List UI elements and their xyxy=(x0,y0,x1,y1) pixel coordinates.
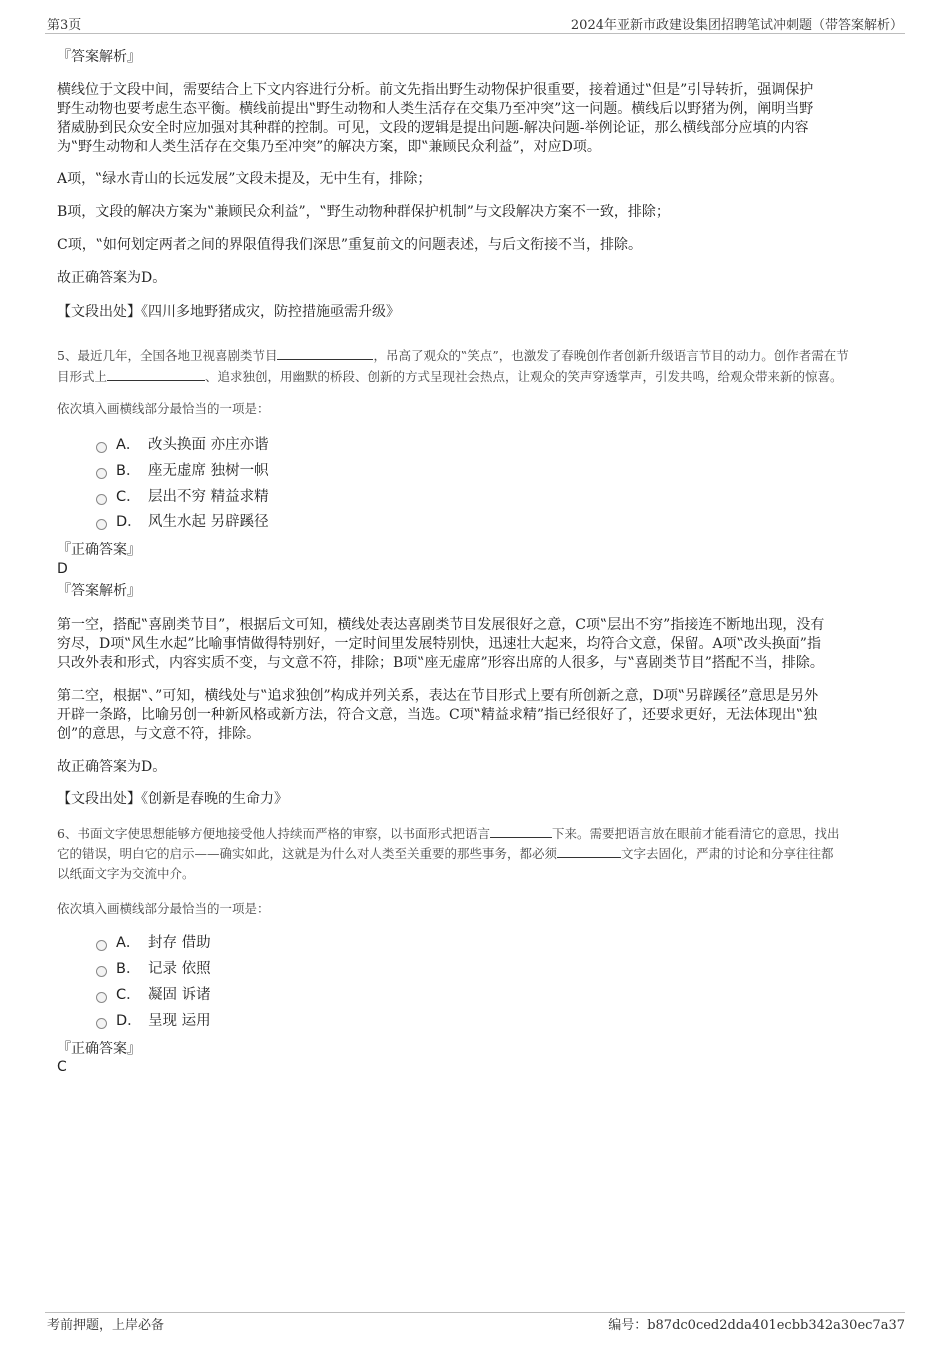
question-5-option-c[interactable] xyxy=(96,487,269,507)
analysis-paragraph-line: 创”的意思，与文意不符，排除。 xyxy=(57,726,261,742)
question-5-stem-line xyxy=(57,346,899,366)
option-letter: D． xyxy=(116,514,142,530)
footer-slogan: 考前押题，上岸必备 xyxy=(47,1318,165,1333)
correct-answer: D xyxy=(57,561,68,577)
analysis-paragraph-line: 开辟一条路，比喻另创一种新风格或新方法，符合文意，当选。C项‟精益求精”指已经很好了，还要求更好，无法体现出‟独 xyxy=(57,707,818,723)
option-text: 呈现 运用 xyxy=(148,1013,211,1029)
question-5-option-a[interactable] xyxy=(96,435,269,455)
option-letter: C． xyxy=(116,489,141,505)
question-5-stem-text: 5、最近几年，全国各地卫视喜剧类节目 xyxy=(57,348,278,363)
option-text: 座无虚席 独树一帜 xyxy=(148,463,269,479)
question-6-stem-text: 下来。需要把语言放在眼前才能看清它的意思，找出 xyxy=(551,826,840,841)
analysis-paragraph-line: 第二空，根据‟、”可知，横线处与‟追求独创”构成并列关系，表达在节目形式上要有所创新之意，D项‟另辟蹊径”意思是另外 xyxy=(57,688,819,704)
question-6-stem-line xyxy=(57,844,899,864)
option-text: 记录 依照 xyxy=(148,961,211,977)
fill-blank xyxy=(107,368,205,381)
analysis-paragraph-line: 横线位于文段中间，需要结合上下文内容进行分析。前文先指出野生动物保护很重要，接着通过‟但是”引导转折，强调保护 xyxy=(57,82,814,98)
correct-answer-heading: 『正确答案』 xyxy=(57,1041,141,1057)
radio-button[interactable] xyxy=(96,468,107,479)
option-text: 层出不穷 精益求精 xyxy=(148,489,269,505)
correct-answer: C xyxy=(57,1059,67,1075)
question-6-stem-text: 它的错误，明白它的启示——确实如此，这就是为什么对人类至关重要的那些事务，都必须 xyxy=(57,846,558,861)
question-6-stem-text: 6、书面文字使思想能够方便地接受他人持续而严格的审察，以书面形式把语言 xyxy=(57,826,490,841)
analysis-heading: 『答案解析』 xyxy=(57,583,141,599)
analysis-option-b: B项，文段的解决方案为‟兼顾民众利益”，‟野生动物种群保护机制”与文段解决方案不一致，排除； xyxy=(57,204,670,220)
option-text: 改头换面 亦庄亦谐 xyxy=(148,437,269,453)
fill-blank xyxy=(557,845,621,858)
analysis-paragraph-line: 野生动物也要考虑生态平衡。横线前提出‟野生动物和人类生活存在交集乃至冲突”这一问题。横线后以野猪为例，阐明当野 xyxy=(57,101,814,117)
analysis-paragraph-line: 猪威胁到民众安全时应加强对其种群的控制。可见，文段的逻辑是提出问题-解决问题-举例论证，那么横线部分应填的内容 xyxy=(57,120,809,136)
option-letter: B． xyxy=(116,463,141,479)
analysis-option-a: A项，‟绿水青山的长远发展”文段未提及，无中生有，排除； xyxy=(57,171,432,187)
question-6-option-a[interactable] xyxy=(96,933,211,953)
fill-blank xyxy=(490,825,552,838)
radio-button[interactable] xyxy=(96,992,107,1003)
option-text: 风生水起 另辟蹊径 xyxy=(148,514,269,530)
radio-button[interactable] xyxy=(96,494,107,505)
option-letter: A． xyxy=(116,935,141,951)
option-letter: A． xyxy=(116,437,141,453)
analysis-paragraph-line: 第一空，搭配‟喜剧类节目”，根据后文可知，横线处表达喜剧类节目发展很好之意，C项‟层出不穷”指接连不断地出现，没有 xyxy=(57,617,825,633)
analysis-conclusion: 故正确答案为D。 xyxy=(57,270,167,286)
radio-button[interactable] xyxy=(96,966,107,977)
question-5-prompt: 依次填入画横线部分最恰当的一项是： xyxy=(57,401,270,416)
option-letter: D． xyxy=(116,1013,142,1029)
header-divider xyxy=(45,33,905,34)
analysis-conclusion: 故正确答案为D。 xyxy=(57,759,167,775)
option-text: 凝固 诉诸 xyxy=(148,987,211,1003)
question-5-option-d[interactable] xyxy=(96,512,269,532)
option-letter: B． xyxy=(116,961,141,977)
question-6-option-b[interactable] xyxy=(96,959,211,979)
radio-button[interactable] xyxy=(96,519,107,530)
analysis-heading: 『答案解析』 xyxy=(57,49,141,65)
analysis-paragraph-line: 为‟野生动物和人类生活存在交集乃至冲突”的解决方案，即‟兼顾民众利益”，对应D项。 xyxy=(57,139,601,155)
question-6-option-d[interactable] xyxy=(96,1011,211,1031)
document-title: 2024年亚新市政建设集团招聘笔试冲刺题（带答案解析） xyxy=(570,18,903,33)
document-id: 编号：b87dc0ced2dda401ecbb342a30ec7a37 xyxy=(608,1318,905,1333)
question-6-stem-line: 以纸面文字为交流中介。 xyxy=(57,866,195,881)
question-5-stem-line xyxy=(57,367,899,387)
page-number: 第3页 xyxy=(47,18,82,33)
correct-answer-heading: 『正确答案』 xyxy=(57,542,141,558)
analysis-paragraph-line: 穷尽，D项‟风生水起”比喻事情做得特别好，一定时间里发展特别快，迅速壮大起来，均符合文意，保留。A项‟改头换面”指 xyxy=(57,636,821,652)
question-5-option-b[interactable] xyxy=(96,461,269,481)
analysis-option-c: C项，‟如何划定两者之间的界限值得我们深思”重复前文的问题表述，与后文衔接不当，排除。 xyxy=(57,237,643,253)
question-6-stem-line xyxy=(57,824,899,844)
question-5-stem-text: 、追求独创，用幽默的桥段、创新的方式呈现社会热点，让观众的笑声穿透掌声，引发共鸣，给观众带来新的惊喜。 xyxy=(205,369,843,384)
question-5-stem-text: 目形式上 xyxy=(57,369,108,384)
option-letter: C． xyxy=(116,987,141,1003)
option-text: 封存 借助 xyxy=(148,935,211,951)
footer-divider xyxy=(45,1312,905,1313)
question-6-stem-text: 文字去固化，严肃的讨论和分享往往都 xyxy=(621,846,834,861)
question-6-option-c[interactable] xyxy=(96,985,211,1005)
question-6-prompt: 依次填入画横线部分最恰当的一项是： xyxy=(57,901,270,916)
passage-source: 【文段出处】《四川多地野猪成灾，防控措施亟需升级》 xyxy=(57,304,400,320)
radio-button[interactable] xyxy=(96,442,107,453)
question-5-stem-text: ，吊高了观众的‟笑点”，也激发了春晚创作者创新升级语言节目的动力。创作者需在节 xyxy=(373,348,849,363)
passage-source: 【文段出处】《创新是春晚的生命力》 xyxy=(57,791,288,807)
radio-button[interactable] xyxy=(96,940,107,951)
analysis-paragraph-line: 只改外表和形式，内容实质不变，与文意不符，排除；B项‟座无虚席”形容出席的人很多，与‟喜剧类节目”搭配不当，排除。 xyxy=(57,655,824,671)
radio-button[interactable] xyxy=(96,1018,107,1029)
fill-blank xyxy=(277,347,373,360)
